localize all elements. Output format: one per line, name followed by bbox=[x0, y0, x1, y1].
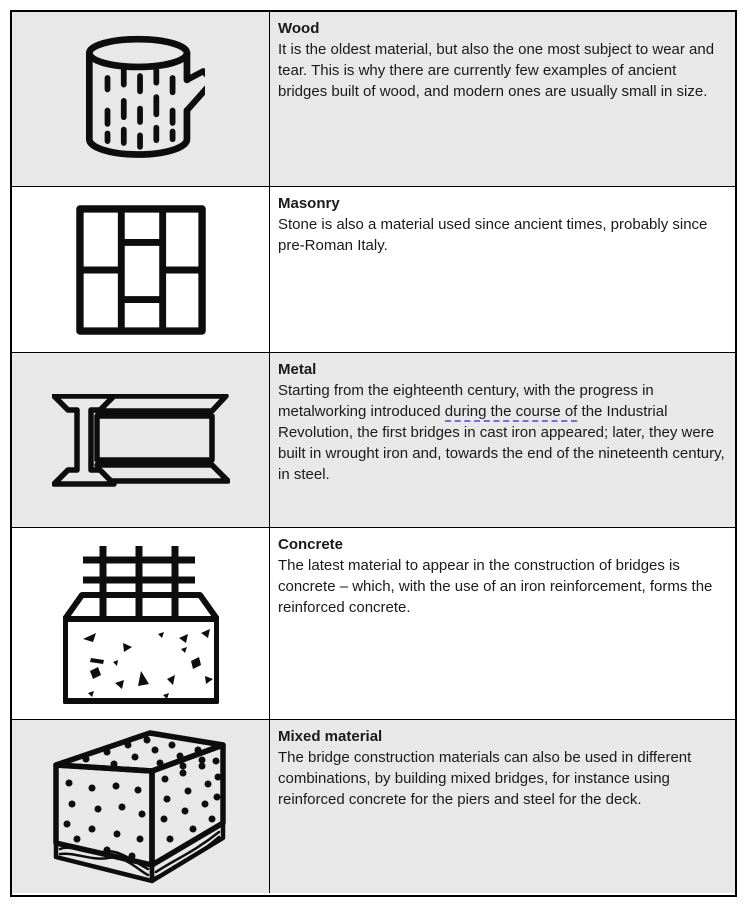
concrete-block-icon bbox=[63, 543, 219, 705]
material-title: Concrete bbox=[278, 536, 344, 553]
text-cell bbox=[270, 720, 735, 893]
text-cell bbox=[270, 12, 735, 186]
material-title: Masonry bbox=[278, 195, 340, 212]
icon-cell bbox=[12, 720, 270, 893]
table-row-wood bbox=[12, 12, 735, 187]
table-row-metal bbox=[12, 353, 735, 528]
icon-cell bbox=[12, 528, 270, 719]
metal-ibeam-icon bbox=[52, 394, 230, 487]
icon-cell bbox=[12, 353, 270, 527]
masonry-bricks-icon bbox=[76, 205, 206, 335]
grammar-suggestion-underline[interactable]: during the course of bbox=[444, 403, 578, 420]
material-title: Metal bbox=[278, 361, 317, 378]
wood-log-icon bbox=[77, 32, 205, 166]
text-cell bbox=[270, 353, 735, 527]
table-row-masonry bbox=[12, 187, 735, 353]
table-row-mixed-material bbox=[12, 720, 735, 893]
material-description: Stone is also a material used since ancient times, probably since pre-Roman Italy. bbox=[278, 216, 708, 254]
material-description: The latest material to appear in the construction of bridges is concrete – which, with the use of an iron reinforcement, forms the reinforced concrete. bbox=[278, 557, 713, 616]
icon-cell bbox=[12, 12, 270, 186]
material-description: The bridge construction materials can also be used in different combinations, by building mixed bridges, for instance using reinforced concrete for the piers and steel for the deck. bbox=[278, 749, 692, 808]
material-title: Wood bbox=[278, 20, 320, 37]
description-segment: the Industrial Revolution, the first bridges in cast iron appeared; later, they were built in wrought iron and, towards the end of the nineteenth century, in steel. bbox=[278, 403, 725, 483]
material-description: It is the oldest material, but also the one most subject to wear and tear. This is why there are currently few examples of ancient bridges built of wood, and modern ones are usually small in size. bbox=[278, 41, 715, 100]
material-title: Mixed material bbox=[278, 728, 383, 745]
material-description bbox=[278, 380, 725, 485]
materials-table bbox=[10, 10, 737, 897]
text-cell bbox=[270, 187, 735, 352]
icon-cell bbox=[12, 187, 270, 352]
description-segment: Starting from the eighteenth century, with the progress in metalworking introduced bbox=[278, 382, 654, 420]
table-row-concrete bbox=[12, 528, 735, 720]
mixed-material-block-icon bbox=[52, 728, 230, 886]
text-cell bbox=[270, 528, 735, 719]
